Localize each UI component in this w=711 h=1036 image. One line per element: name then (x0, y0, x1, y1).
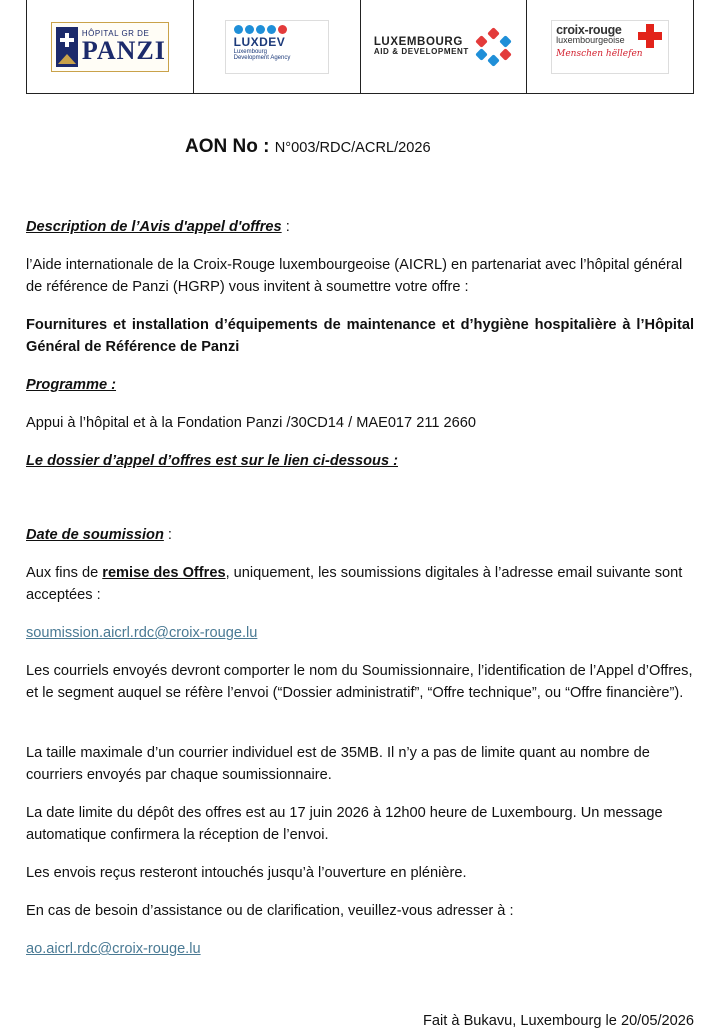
croix-rouge-logo-script: Menschen hëllefen (556, 48, 643, 59)
croix-rouge-logo-name: croix-rouge (556, 22, 622, 37)
red-cross-icon (638, 24, 662, 48)
signoff: Fait à Bukavu, Luxembourg le 20/05/2026 (423, 1013, 694, 1029)
croix-rouge-logo-sub: luxembourgeoise (556, 35, 625, 45)
aon-label: AON No : (185, 136, 270, 157)
luxdev-dots-icon (234, 25, 320, 34)
assistance-email-line (26, 938, 694, 960)
logo-cell-croix-rouge (527, 0, 693, 93)
programme-heading-line (26, 374, 694, 396)
submission-email-link[interactable]: soumission.aicrl.rdc@croix-rouge.lu (26, 625, 258, 641)
programme-heading: Programme : (26, 377, 117, 393)
submission-paragraph-6: En cas de besoin d’assistance ou de clarification, veuillez-vous adresser à : (26, 903, 514, 919)
lux-aid-logo-main: LUXEMBOURG (373, 35, 463, 48)
aon-number: N°003/RDC/ACRL/2026 (274, 140, 431, 156)
tender-object: Fournitures et installation d’équipements de maintenance et d’hygiène hospitalière à l’Hôpital Général de Référence de Panzi (26, 317, 694, 355)
submission-p1-before: Aux fins de (26, 565, 103, 581)
submission-paragraph-1 (26, 562, 694, 606)
logo-cell-luxdev (194, 0, 361, 93)
panzi-cross-icon (56, 27, 78, 67)
submission-paragraph-4: La date limite du dépôt des offres est au 17 juin 2026 à 12h00 heure de Luxembourg. Un message automatique confirmera la réception de l’envoi. (26, 805, 663, 843)
submission-p1-bold: remise des Offres (102, 565, 226, 581)
submission-paragraph-5: Les envois reçus resteront intouchés jusqu’à l’ouverture en plénière. (26, 865, 467, 881)
croix-rouge-logo (551, 20, 669, 74)
logo-cell-panzi (27, 0, 194, 93)
submission-heading-line (26, 524, 694, 546)
luxdev-logo-sub1: Luxembourg (233, 48, 267, 55)
luxdev-logo (225, 20, 329, 74)
luxdev-logo-name: LUXDEV (233, 34, 286, 49)
logo-cell-lux-aid (361, 0, 528, 93)
lux-aid-logo-sub: AID & DEVELOPMENT (373, 47, 469, 57)
submission-email-line (26, 622, 694, 644)
submission-heading: Date de soumission (26, 527, 164, 543)
submission-p1-after: , uniquement, les soumissions digitales à l’adresse email suivante sont acceptées : (26, 565, 683, 603)
lux-aid-star-icon (475, 28, 513, 66)
programme-text: Appui à l’hôpital et à la Fondation Panzi /30CD14 / MAE017 211 2660 (26, 415, 477, 431)
description-intro: l’Aide internationale de la Croix-Rouge luxembourgeoise (AICRL) en partenariat avec l’hôpital général de référence de Panzi (HGRP) vous invitent à soumettre votre offre : (26, 257, 683, 295)
aon-title (185, 136, 431, 158)
description-heading-line (26, 216, 694, 238)
description-heading-suffix: : (281, 219, 290, 235)
dossier-heading-line (26, 450, 694, 472)
lux-aid-logo (374, 28, 513, 66)
submission-heading-suffix: : (163, 527, 172, 543)
assistance-email-link[interactable]: ao.aicrl.rdc@croix-rouge.lu (26, 941, 201, 957)
panzi-hospital-logo (51, 22, 169, 72)
description-heading: Description de l’Avis d'appel d'offres (26, 219, 282, 235)
dossier-heading: Le dossier d’appel d’offres est sur le lien ci-dessous : (26, 453, 398, 469)
panzi-logo-big-text: PANZI (81, 35, 166, 65)
luxdev-logo-sub2: Development Agency (233, 55, 291, 62)
panzi-logo-small-text: HÔPITAL GR DE (81, 28, 150, 38)
logo-header (26, 0, 694, 94)
submission-paragraph-2: Les courriels envoyés devront comporter le nom du Soumissionnaire, l’identification de l’Appel d’Offres, et le segment auquel se réfère l’envoi (“Dossier administratif”, “Offre technique”, ou “Offre financière”). (26, 663, 693, 701)
submission-paragraph-3: La taille maximale d’un courrier individuel est de 35MB. Il n’y a pas de limite quant au nombre de courriers envoyés par chaque soumissionnaire. (26, 745, 650, 783)
